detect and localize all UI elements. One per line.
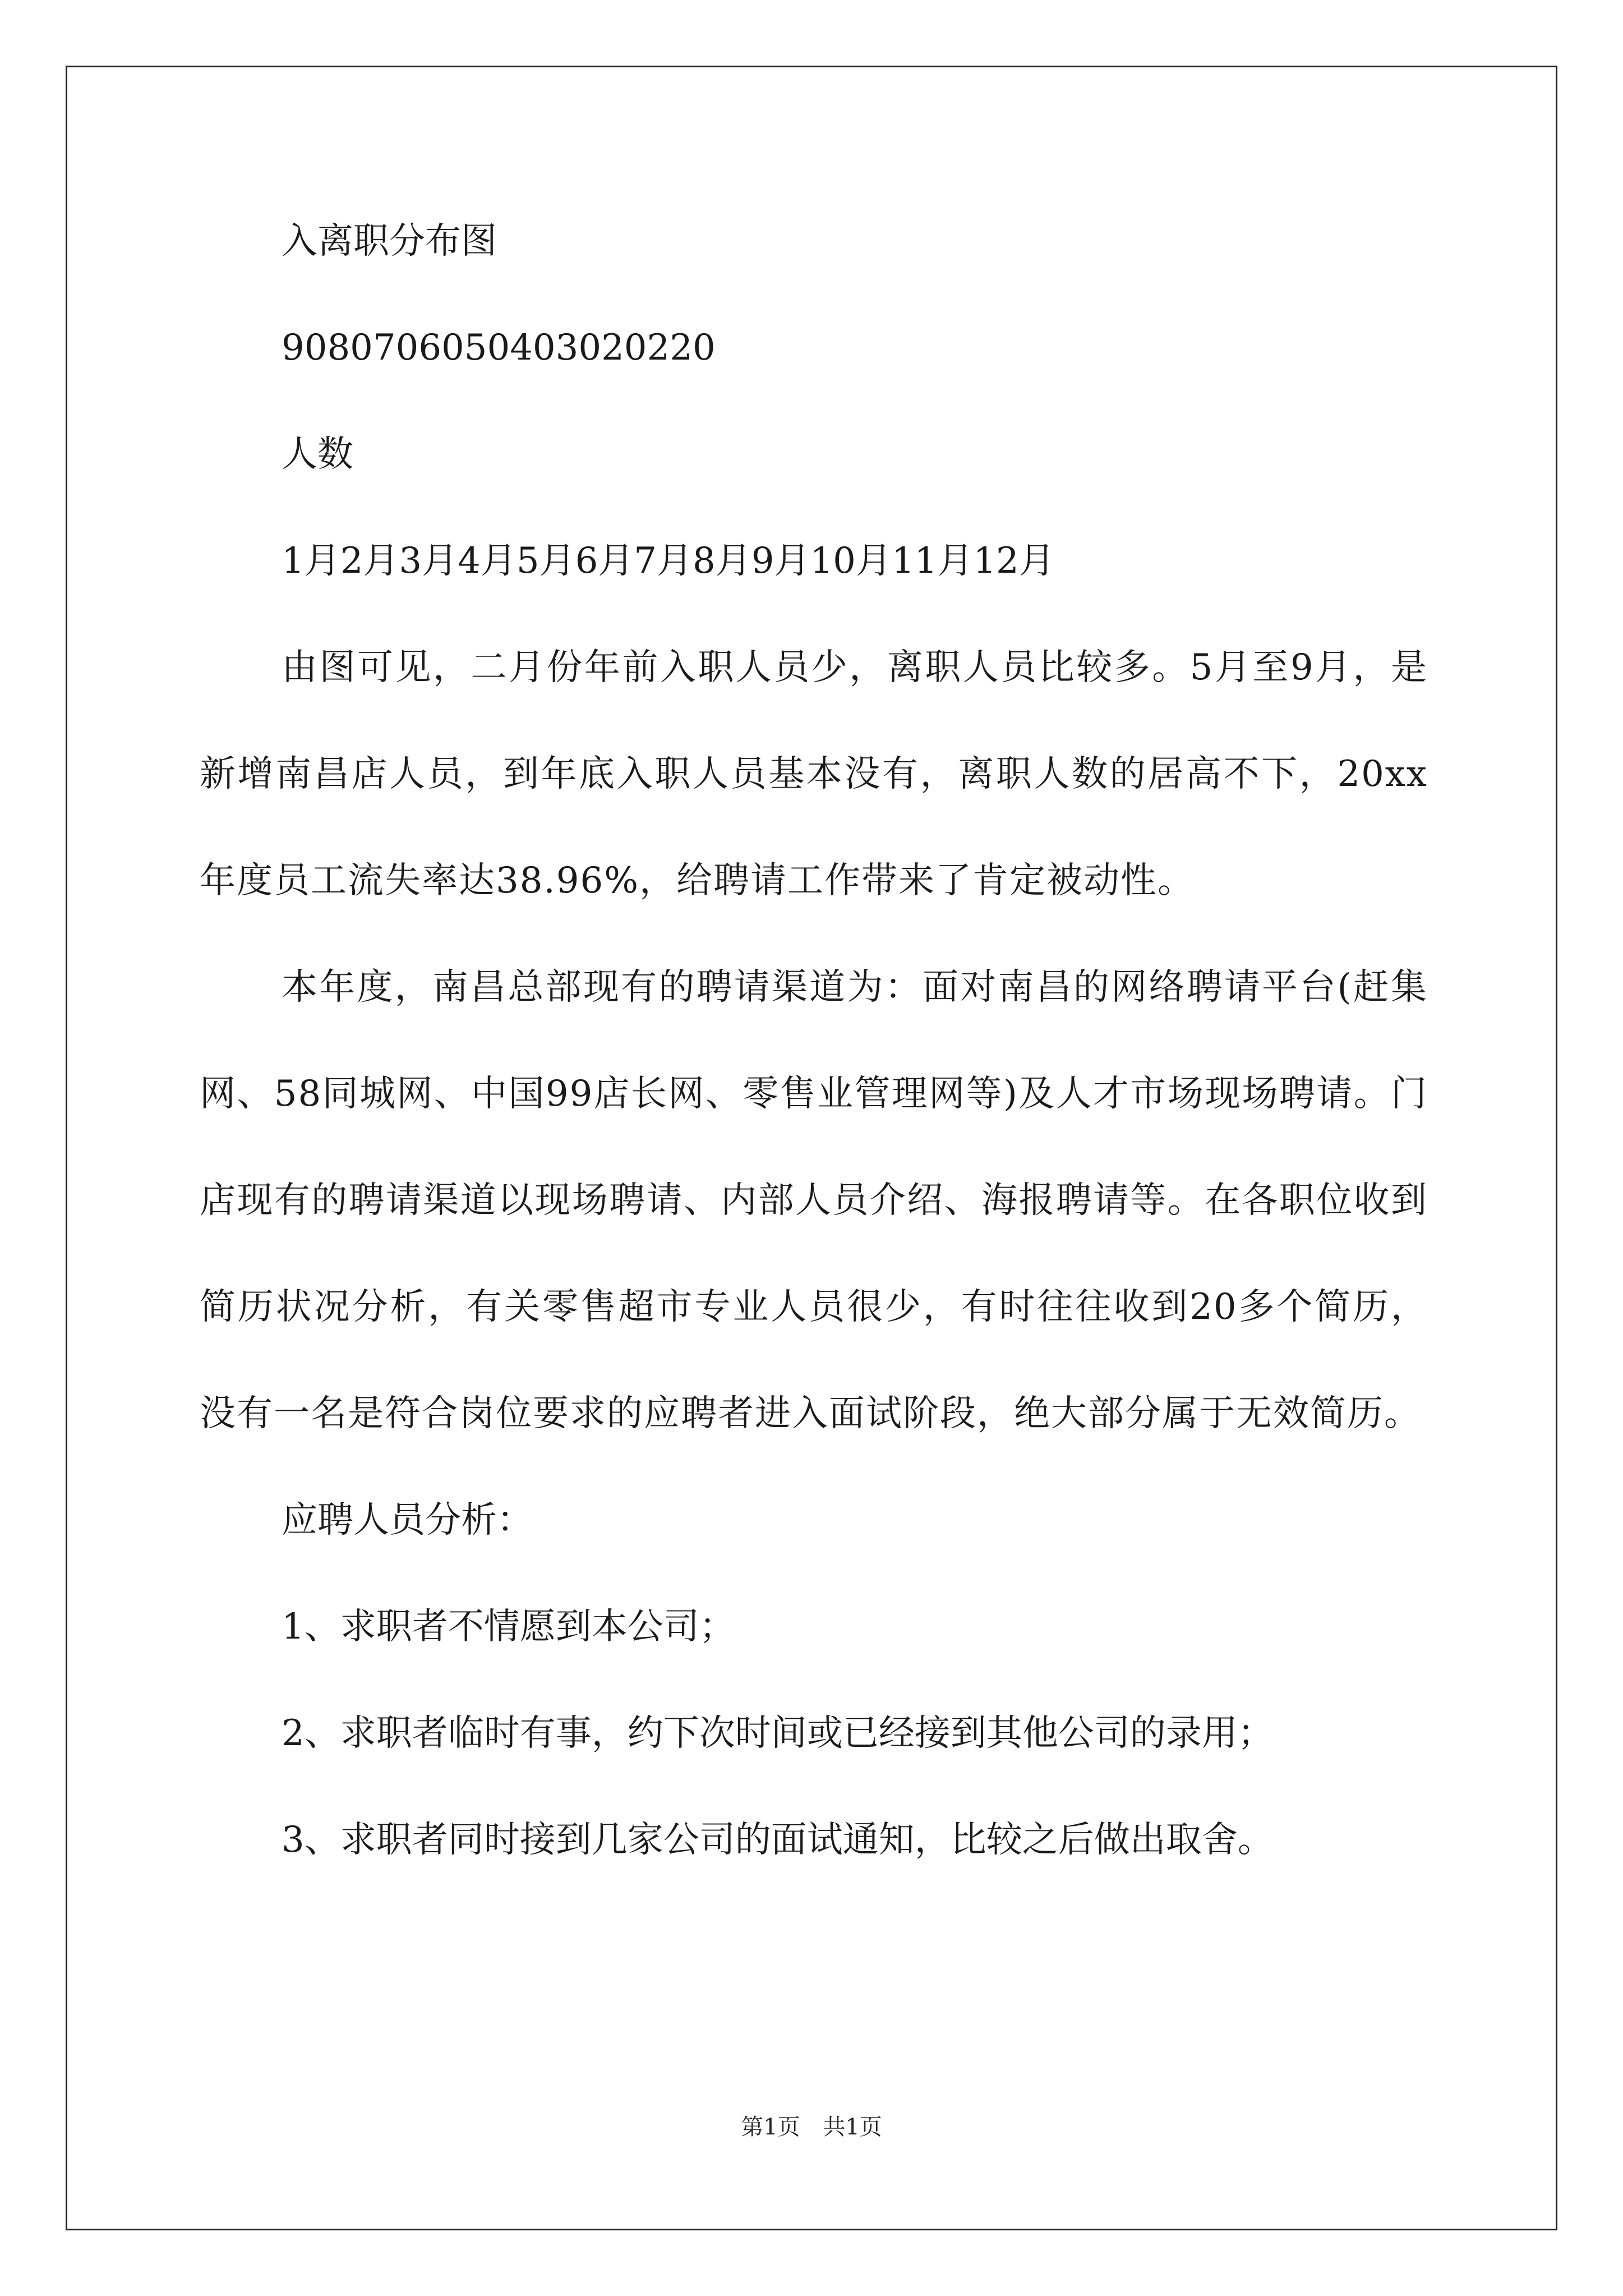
paragraph-turnover: 由图可见，二月份年前入职人员少，离职人员比较多。5月至9月，是新增南昌店人员，到年底入职人员基本没有，离职人数的居高不下，20xx年度员工流失率达38.96%，给聘请工作带来了肯定被动性。 — [200, 647, 1428, 901]
chart-x-labels-line: 1月2月3月4月5月6月7月8月9月10月11月12月 — [282, 540, 1055, 582]
paragraph-recruiting-channels: 本年度，南昌总部现有的聘请渠道为：面对南昌的网络聘请平台(赶集网、58同城网、中国99店长网、零售业管理网等)及人才市场现场聘请。门店现有的聘请渠道以现场聘请、内部人员介绍、海报聘请等。在各职位收到简历状况分析，有关零售超市专业人员很少，有时往往收到20多个简历，没有一名是符合岗位要求的应聘者进入面试阶段，绝大部分属于无效简历。 — [200, 967, 1428, 1434]
document-body — [200, 213, 1428, 1868]
chart-y-label-line: 人数 — [282, 434, 353, 475]
list-item: 2、求职者临时有事，约下次时间或已经接到其他公司的录用； — [282, 1713, 1274, 1754]
chart-title-line: 入离职分布图 — [282, 220, 497, 262]
list-heading: 应聘人员分析： — [282, 1499, 533, 1541]
page-number: 第1页 — [741, 2114, 800, 2140]
chart-axis-values-line: 9080706050403020220 — [282, 327, 716, 369]
page-total: 共1页 — [823, 2114, 882, 2140]
page-footer — [0, 2109, 1623, 2141]
list-item: 1、求职者不情愿到本公司； — [282, 1606, 735, 1648]
list-item: 3、求职者同时接到几家公司的面试通知，比较之后做出取舍。 — [282, 1819, 1274, 1861]
